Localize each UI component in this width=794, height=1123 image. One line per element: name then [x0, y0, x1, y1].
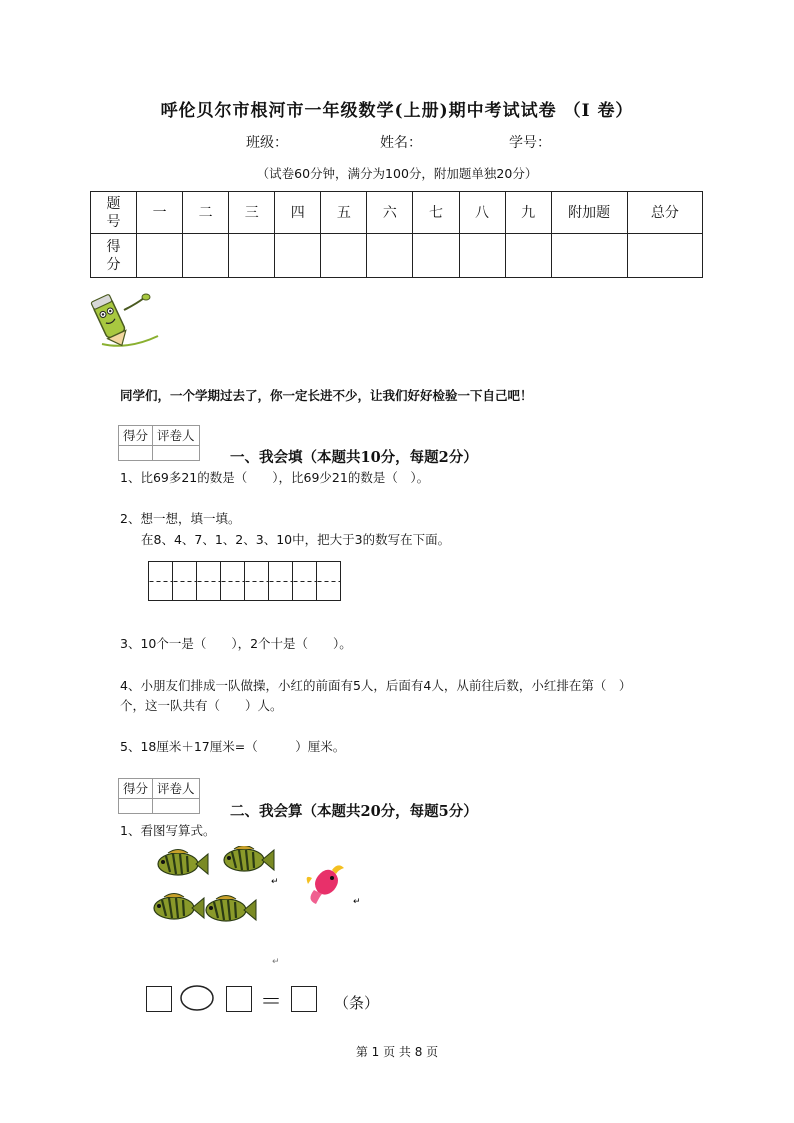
- score-table-header: 附加题: [551, 192, 627, 234]
- score-table-row-label: 题号: [91, 192, 137, 234]
- question-1-1: 1、比69多21的数是（ ），比69少21的数是（ ）。: [120, 470, 430, 485]
- section-2-heading: 二、我会算（本题共20分，每题5分）: [230, 803, 478, 820]
- grader-score-label: 得分: [119, 779, 153, 799]
- green-fish-icon: [224, 846, 274, 871]
- class-label: 班级：: [246, 135, 288, 151]
- grader-reviewer-label: 评卷人: [153, 779, 200, 799]
- answer-square[interactable]: [146, 986, 172, 1012]
- score-table-header: 一: [137, 192, 183, 234]
- score-table-header: 三: [229, 192, 275, 234]
- operator-circle[interactable]: [179, 984, 215, 1012]
- answer-boxes: [148, 561, 341, 601]
- score-table-header: 四: [275, 192, 321, 234]
- unit-label: （条）: [334, 994, 380, 1012]
- name-label: 姓名：: [380, 135, 422, 151]
- score-table-header: 总分: [627, 192, 702, 234]
- score-cell[interactable]: [137, 234, 183, 278]
- answer-box[interactable]: [221, 562, 245, 601]
- green-fish-icon: [206, 896, 256, 922]
- green-fish-icon: [154, 894, 204, 920]
- pencil-mascot-icon: [88, 292, 162, 350]
- page-title: 呼伦贝尔市根河市一年级数学(上册)期中考试试卷 （I 卷）: [160, 101, 634, 121]
- score-cell[interactable]: [367, 234, 413, 278]
- exam-note: （试卷60分钟，满分为100分，附加题单独20分）: [256, 166, 538, 181]
- page-footer: 第 1 页 共 8 页: [355, 1045, 439, 1059]
- question-1-4-line2: 个，这一队共有（ ）人。: [120, 698, 283, 713]
- grader-reviewer-cell[interactable]: [153, 446, 200, 461]
- answer-box[interactable]: [149, 562, 173, 601]
- score-table-header: 九: [505, 192, 551, 234]
- answer-square[interactable]: [291, 986, 317, 1012]
- answer-box[interactable]: [197, 562, 221, 601]
- question-1-5: 5、18厘米＋17厘米=（ ）厘米。: [120, 739, 346, 754]
- question-1-4-line1: 4、小朋友们排成一队做操，小红的前面有5人，后面有4人，从前往后数，小红排在第（ ）: [120, 678, 632, 693]
- score-table-header: 八: [459, 192, 505, 234]
- answer-box[interactable]: [173, 562, 197, 601]
- paragraph-mark-icon: ↵: [271, 877, 279, 887]
- score-cell[interactable]: [627, 234, 702, 278]
- answer-square[interactable]: [226, 986, 252, 1012]
- grader-box: [118, 778, 200, 814]
- score-cell[interactable]: [321, 234, 367, 278]
- paragraph-mark-icon: ↵: [353, 897, 361, 907]
- score-table-header: 七: [413, 192, 459, 234]
- grader-score-cell[interactable]: [119, 446, 153, 461]
- grader-box: [118, 425, 200, 461]
- answer-box[interactable]: [269, 562, 293, 601]
- goldfish-icon: [307, 865, 344, 904]
- grader-reviewer-cell[interactable]: [153, 799, 200, 814]
- question-1-2: 2、想一想，填一填。: [120, 511, 241, 526]
- question-2-1: 1、看图写算式。: [120, 823, 216, 838]
- score-cell[interactable]: [413, 234, 459, 278]
- answer-box[interactable]: [293, 562, 317, 601]
- score-table-row-label: 得分: [91, 234, 137, 278]
- question-1-2-sub: 在8、4、7、1、2、3、10中，把大于3的数写在下面。: [141, 532, 451, 547]
- section-1-heading: 一、我会填（本题共10分，每题2分）: [230, 449, 478, 466]
- score-cell[interactable]: [229, 234, 275, 278]
- score-table-header: 五: [321, 192, 367, 234]
- question-1-3: 3、10个一是（ ），2个十是（ ）。: [120, 636, 352, 651]
- grader-reviewer-label: 评卷人: [153, 426, 200, 446]
- grader-score-cell[interactable]: [119, 799, 153, 814]
- score-cell[interactable]: [505, 234, 551, 278]
- score-table: [90, 191, 703, 278]
- score-table-header: 六: [367, 192, 413, 234]
- score-cell[interactable]: [459, 234, 505, 278]
- score-cell[interactable]: [183, 234, 229, 278]
- green-fish-icon: [158, 850, 208, 876]
- score-cell[interactable]: [275, 234, 321, 278]
- score-cell[interactable]: [551, 234, 627, 278]
- equals-sign: ＝: [260, 990, 283, 1015]
- greeting-text: 同学们，一个学期过去了，你一定长进不少，让我们好好检验一下自己吧！: [120, 388, 533, 403]
- paragraph-mark-icon: ↵: [272, 957, 280, 967]
- fish-illustration: [150, 846, 365, 928]
- grader-score-label: 得分: [119, 426, 153, 446]
- answer-box[interactable]: [317, 562, 341, 601]
- answer-box[interactable]: [245, 562, 269, 601]
- student-id-label: 学号：: [509, 135, 551, 151]
- score-table-header: 二: [183, 192, 229, 234]
